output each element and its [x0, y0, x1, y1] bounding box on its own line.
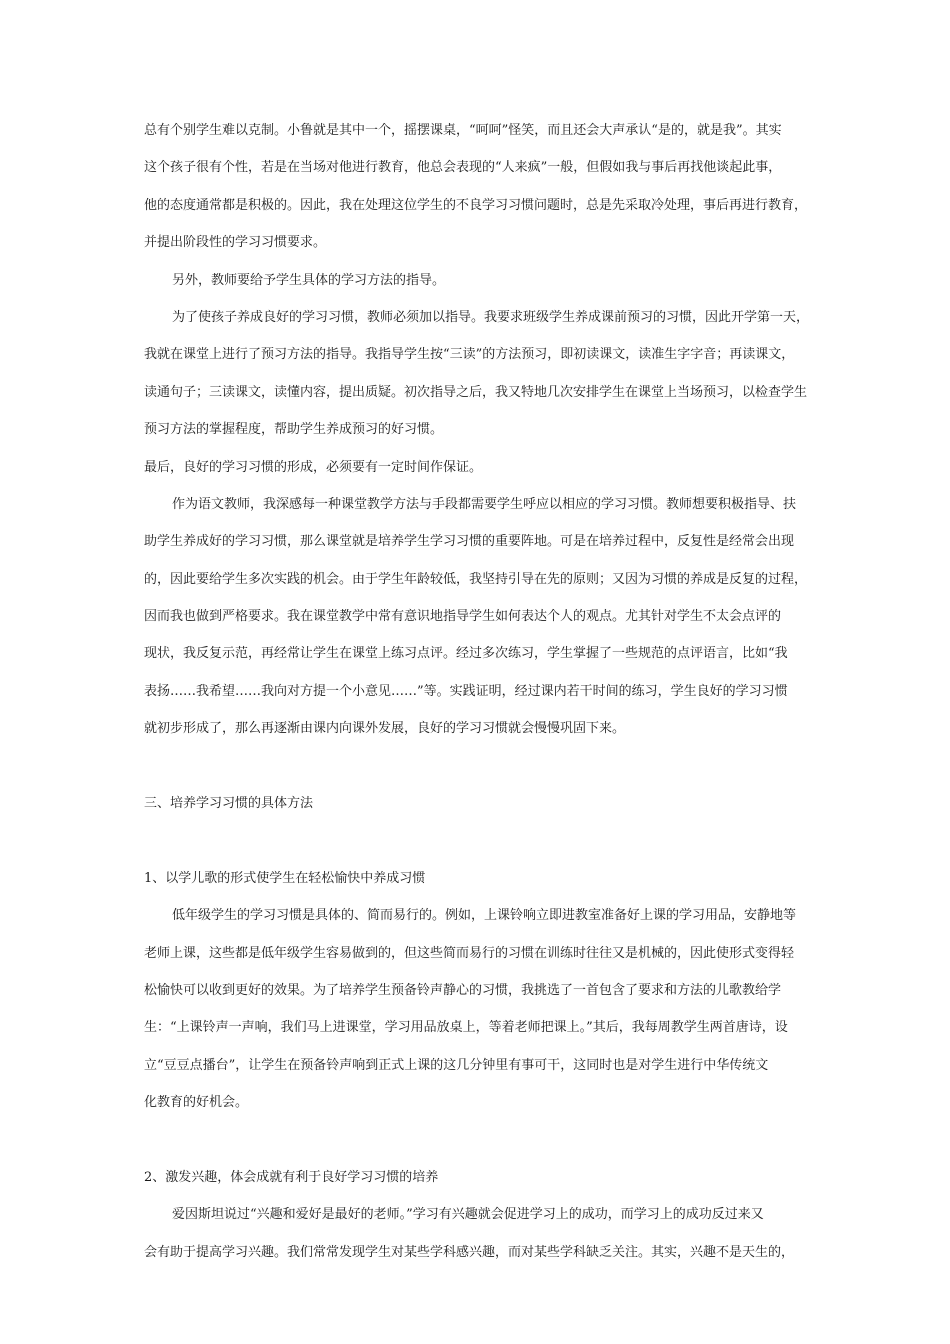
text-line: 另外，教师要给予学生具体的学习方法的指导。: [172, 272, 446, 288]
text-line: 为了使孩子养成良好的学习习惯，教师必须加以指导。我要求班级学生养成课前预习的习惯，因此开学第一天，: [172, 309, 810, 325]
paragraph: [144, 897, 810, 934]
text-line: 低年级学生的学习习惯是具体的、简而易行的。例如，上课铃响立即进教室准备好上课的学习用品，安静地等: [172, 908, 797, 924]
text-line: 生：“上课铃声一声响，我们马上进课堂，学习用品放桌上，等着老师把课上。”其后，我每周教学生两首唐诗，设: [144, 1020, 788, 1036]
text-line: 因而我也做到严格要求。我在课堂教学中常有意识地指导学生如何表达个人的观点。尤其针对学生不太会点评的: [144, 609, 782, 625]
text-line: 预习方法的掌握程度，帮助学生养成预习的好习惯。: [144, 422, 444, 438]
text-line: 现状，我反复示范，再经常让学生在课堂上练习点评。经过多次练习，学生掌握了一些规范的点评语言，比如“我: [144, 646, 788, 662]
paragraph: [144, 1234, 810, 1271]
text-line: 我就在课堂上进行了预习方法的指导。我指导学生按“三读”的方法预习，即初读课文，读准生字字音；再读课文，: [144, 347, 795, 363]
text-line: 松愉快可以收到更好的效果。为了培养学生预备铃声静心的习惯，我挑选了一首包含了要求和方法的儿歌教给学: [144, 982, 782, 998]
document-body: [144, 112, 810, 1271]
paragraph: [144, 299, 810, 336]
paragraph: [144, 262, 810, 299]
text-line: 这个孩子很有个性，若是在当场对他进行教育，他总会表现的“人来疯”一般，但假如我与事后再找他谈起此事，: [144, 160, 782, 176]
text-line: 1、以学儿歌的形式使学生在轻松愉快中养成习惯: [144, 870, 426, 886]
paragraph: [144, 785, 810, 822]
text-line: 老师上课，这些都是低年级学生容易做到的，但这些简而易行的习惯在训练时往往又是机械的，因此使形式变得轻: [144, 945, 795, 961]
text-line: 最后，良好的学习习惯的形成，必须要有一定时间作保证。: [144, 459, 483, 475]
paragraph: [144, 1159, 810, 1196]
text-line: 立“豆豆点播台”，让学生在预备铃声响到正式上课的这几分钟里有事可干，这同时也是对学生进行中华传统文: [144, 1057, 769, 1073]
text-line: 三、培养学习习惯的具体方法: [144, 796, 314, 812]
text-line: 就初步形成了，那么再逐渐由课内向课外发展，良好的学习习惯就会慢慢巩固下来。: [144, 721, 626, 737]
text-line: 读通句子；三读课文，读懂内容，提出质疑。初次指导之后，我又特地几次安排学生在课堂上当场预习，以检查学生: [144, 384, 808, 400]
text-line: 的，因此要给学生多次实践的机会。由于学生年龄较低，我坚持引导在先的原则；又因为习惯的养成是反复的过程，: [144, 571, 808, 587]
text-line: 表扬……我希望……我向对方提一个小意见……”等。实践证明，经过课内若干时间的练习，学生良好的学习习惯: [144, 683, 788, 699]
text-line: 助学生养成好的学习习惯，那么课堂就是培养学生学习习惯的重要阵地。可是在培养过程中，反复性是经常会出现: [144, 534, 795, 550]
paragraph: [144, 748, 810, 785]
paragraph: [144, 822, 810, 859]
text-line: 作为语文教师，我深感每一种课堂教学方法与手段都需要学生呼应以相应的学习习惯。教师想要积极指导、扶: [172, 496, 797, 512]
paragraph: [144, 1122, 810, 1159]
text-line: 他的态度通常都是积极的。因此，我在处理这位学生的不良学习习惯问题时，总是先采取冷处理，事后再进行教育，: [144, 197, 808, 213]
text-line: 爱因斯坦说过“兴趣和爱好是最好的老师。”学习有兴趣就会促进学习上的成功，而学习上的成功反过来又: [172, 1207, 764, 1223]
text-line: 2、激发兴趣，体会成就有利于良好学习习惯的培养: [144, 1169, 439, 1185]
paragraph: [144, 486, 810, 523]
text-line: [144, 822, 810, 859]
text-line: [144, 1122, 810, 1159]
paragraph: [144, 1196, 810, 1233]
paragraph: [144, 336, 810, 486]
text-line: 并提出阶段性的学习习惯要求。: [144, 235, 327, 251]
text-line: 总有个别学生难以克制。小鲁就是其中一个，摇摆课桌，“呵呵”怪笑，而且还会大声承认“是的，就是我”。其实: [144, 123, 782, 138]
text-line: [144, 748, 810, 785]
paragraph: [144, 523, 810, 747]
paragraph: [144, 860, 810, 897]
paragraph: [144, 112, 810, 262]
paragraph: [144, 935, 810, 1122]
text-line: 会有助于提高学习兴趣。我们常常发现学生对某些学科感兴趣，而对某些学科缺乏关注。其实，兴趣不是天生的，: [144, 1244, 795, 1260]
text-line: 化教育的好机会。: [144, 1095, 249, 1111]
